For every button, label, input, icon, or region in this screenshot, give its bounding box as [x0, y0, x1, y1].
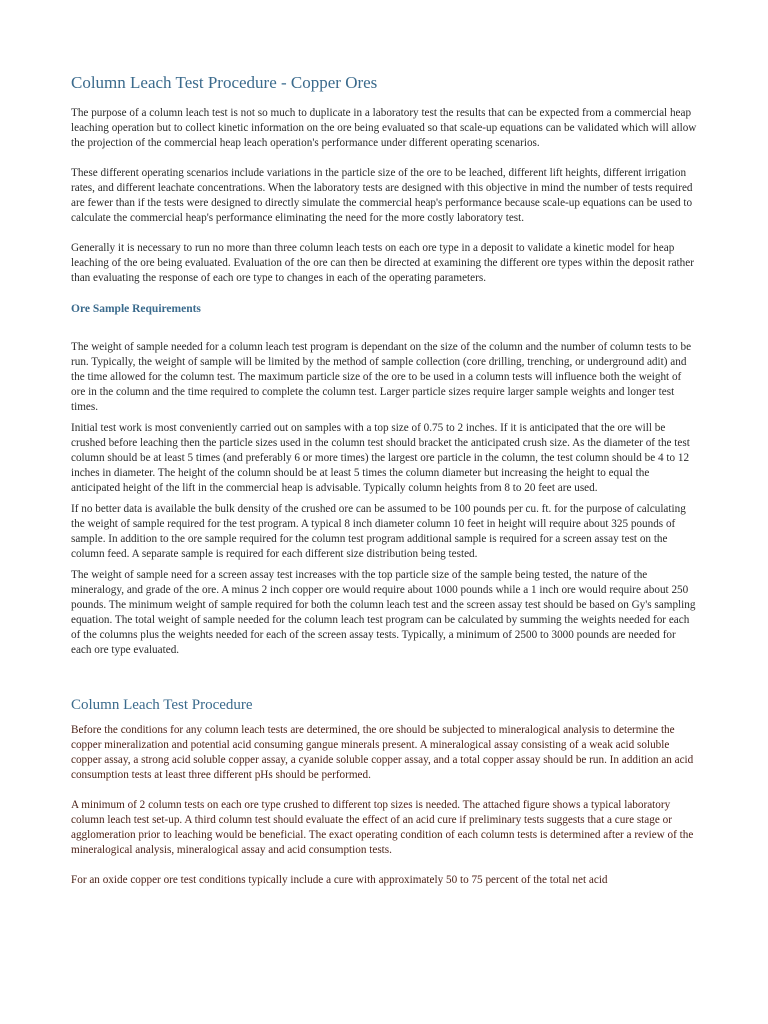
ore-sample-paragraph-3: If no better data is available the bulk density of the crushed ore can be assumed to be 100 pounds per cu. ft. for the purpose of calculating the weight of sample required for the test program. A typical 8 inch diameter column 10 feet in height will require about 325 pounds of sample. In addition to the ore sample required for the column test program additional sample is required for a screen assay test on the column feed. A separate sample is required for each different size distribution being tested. [71, 503, 686, 560]
procedure-paragraph-1: Before the conditions for any column leach tests are determined, the ore should be subjected to mineralogical analysis to determine the copper mineralization and potential acid consuming gangue minerals present. A mineralogical assay consisting of a weak acid soluble copper assay, a strong acid soluble copper assay, a cyanide soluble copper assay, and a total copper assay should be run. In addition an acid consumption tests at least three different pHs should be performed. [71, 724, 694, 781]
procedure-paragraph-3: For an oxide copper ore test conditions typically include a cure with approximately 50 to 75 percent of the total net acid [71, 874, 608, 886]
procedure-paragraph-2: A minimum of 2 column tests on each ore type crushed to different top sizes is needed. The attached figure shows a typical laboratory column leach test set-up. A third column test should evaluate the effect of an acid cure if preliminary tests suggests that a cure stage or agglomeration prior to leaching would be beneficial. The exact operating condition of each column tests is determined after a review of the mineralogical analysis, mineralogical assay and acid consumption tests. [71, 799, 694, 856]
ore-sample-paragraph-2: Initial test work is most conveniently carried out on samples with a top size of 0.75 to 2 inches. If it is anticipated that the ore will be crushed before leaching then the particle sizes used in the column test should bracket the anticipated crush size. As the diameter of the test column should be at least 5 times (and preferably 6 or more times) the largest ore particle in the column, the test column should be 4 to 12 inches in diameter. The height of the column should be at least 5 times the column diameter but increasing the height to equal the anticipated height of the lift in the commercial heap is advisable. Typically column heights from 8 to 20 feet are used. [71, 422, 690, 494]
intro-paragraph-3: Generally it is necessary to run no more than three column leach tests on each ore type in a deposit to validate a kinetic model for heap leaching of the ore being evaluated. Evaluation of the ore can then be directed at examining the different ore types within the deposit rather than evaluating the response of each ore type to changes in each of the operating parameters. [71, 242, 694, 284]
intro-paragraph-1: The purpose of a column leach test is not so much to duplicate in a laboratory test the results that can be expected from a commercial heap leaching operation but to collect kinetic information on the ore being evaluated so that scale-up equations can be validated which will allow the projection of the commercial heap leach operation's performance under different operating scenarios. [71, 107, 697, 149]
procedure-heading: Column Leach Test Procedure [71, 697, 253, 713]
document-title: Column Leach Test Procedure - Copper Ores [71, 73, 378, 92]
document-page [71, 72, 698, 888]
ore-sample-paragraph-4: The weight of sample need for a screen assay test increases with the top particle size of the sample being tested, the nature of the mineralogy, and grade of the ore. A minus 2 inch copper ore would require about 1000 pounds while a 1 inch ore would require about 250 pounds. The minimum weight of sample required for both the column leach test and the screen assay test should be based on Gy's sampling equation. The total weight of sample needed for the column leach test program can be calculated by summing the weights needed for each of the columns plus the weights needed for each of the screen assay tests. Typically, a minimum of 2500 to 3000 pounds are needed for each ore type evaluated. [71, 569, 696, 656]
intro-paragraph-2: These different operating scenarios include variations in the particle size of the ore to be leached, different lift heights, different irrigation rates, and different leachate concentrations. When the laboratory tests are designed with this objective in mind the number of tests required are fewer than if the tests were designed to directly simulate the commercial heap's performance because scale-up equations can be used to calculate the commercial heap's performance eliminating the need for the more costly laboratory test. [71, 167, 693, 224]
ore-sample-paragraph-1: The weight of sample needed for a column leach test program is dependant on the size of the column and the number of column tests to be run. Typically, the weight of sample will be limited by the method of sample collection (core drilling, trenching, or underground adit) and the time allowed for the column test. The maximum particle size of the ore to be used in a column tests will influence both the weight of ore in the column and the time required to complete the column test. Larger particle sizes require larger sample weights and longer test times. [71, 341, 692, 413]
ore-sample-heading: Ore Sample Requirements [71, 303, 201, 315]
